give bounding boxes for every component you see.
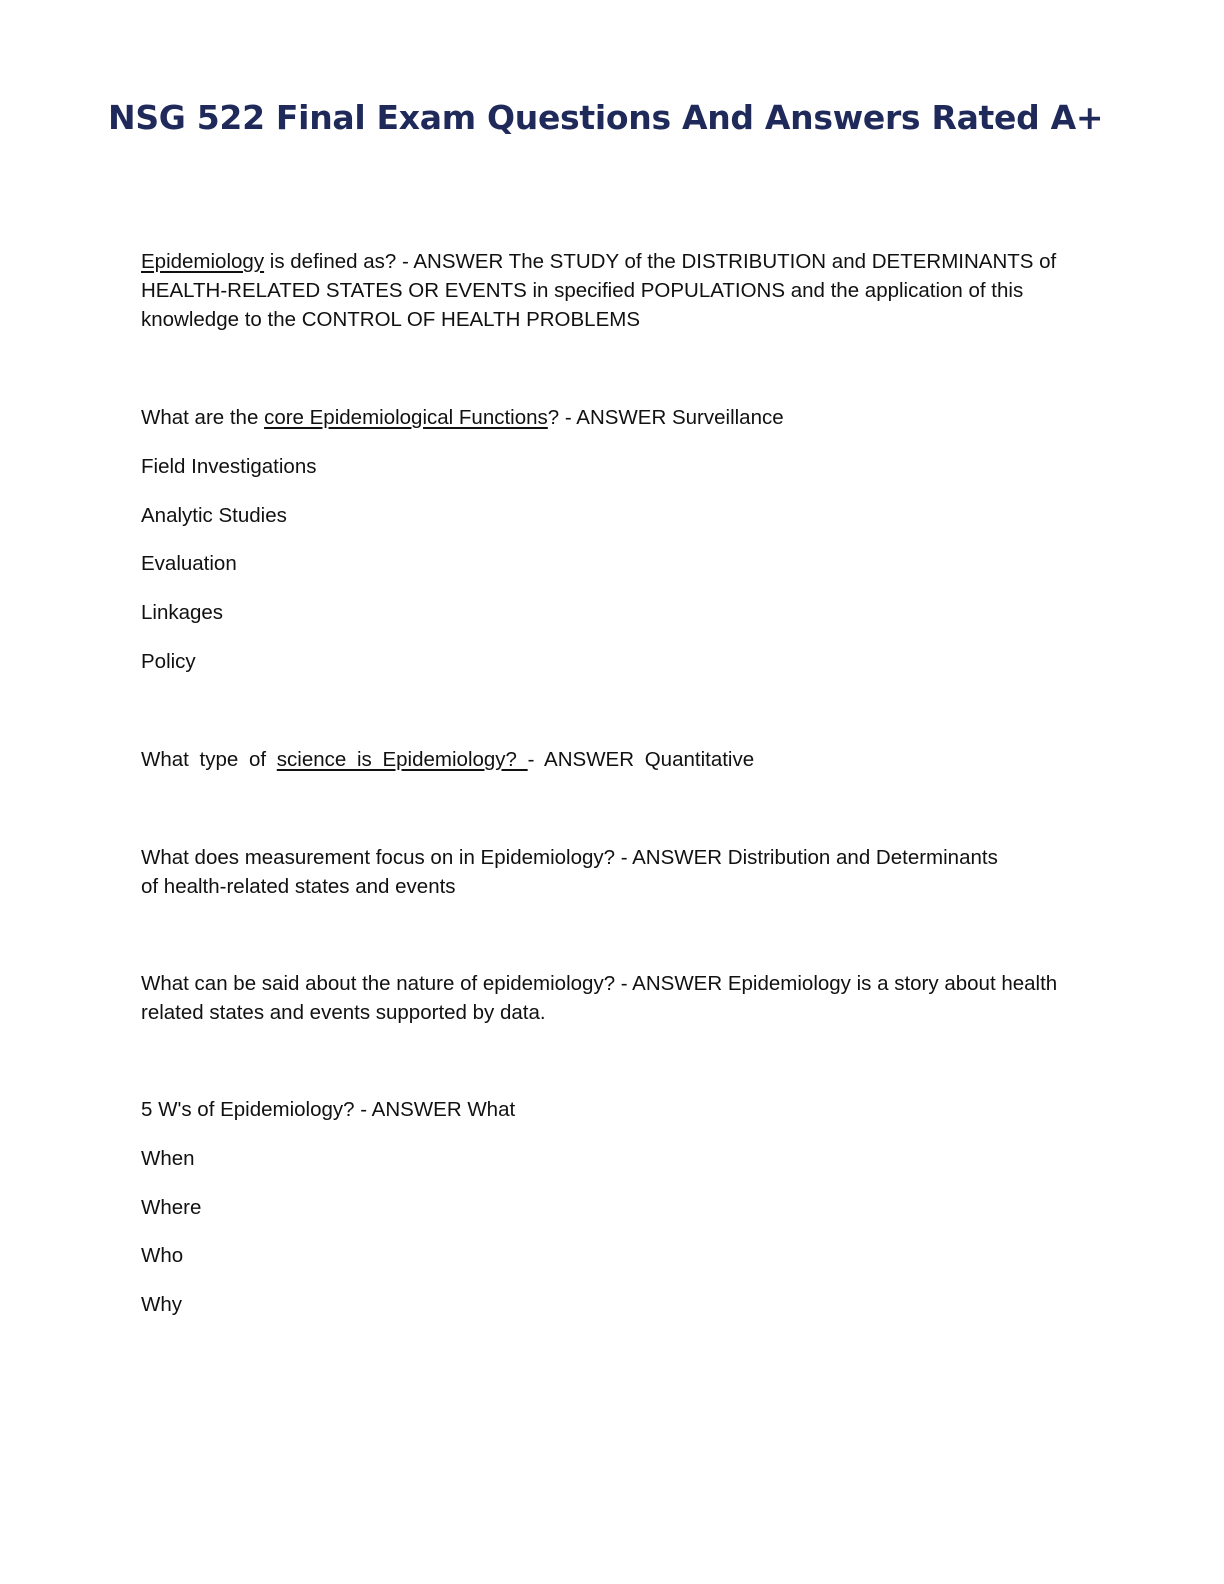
question-prefix: What type of xyxy=(141,748,277,771)
question-prefix: What are the xyxy=(141,406,265,429)
list-item: Who xyxy=(141,1244,184,1267)
question-measurement-focus: What does measurement focus on in Epidemiology? - ANSWER Distribution and Determinants of health-related states and events xyxy=(141,846,998,898)
answer-quantitative: - ANSWER Quantitative xyxy=(527,748,755,771)
list-item: Evaluation xyxy=(141,552,237,575)
question-nature-of-epidemiology: What can be said about the nature of epidemiology? - ANSWER Epidemiology is a story about health related states and events supported by data. xyxy=(141,972,1058,1024)
answer-definition: is defined as? - ANSWER The STUDY of the DISTRIBUTION and DETERMINANTS of HEALTH-RELATED STATES OR EVENTS in specified POPULATIONS and the application of this knowledge to the CONTROL OF HEALTH PROBLEMS xyxy=(141,250,1057,331)
term-science: science is Epidemiology? xyxy=(276,748,528,771)
list-item: Policy xyxy=(141,650,196,673)
question-five-ws: 5 W's of Epidemiology? - ANSWER What xyxy=(141,1098,516,1121)
answer-surveillance: ? - ANSWER Surveillance xyxy=(547,406,784,429)
document-title: NSG 522 Final Exam Questions And Answers Rated A+ xyxy=(108,98,1104,137)
term-core-functions: core Epidemiological Functions xyxy=(264,406,548,429)
list-item: Why xyxy=(141,1293,182,1316)
list-item: When xyxy=(141,1147,195,1170)
list-item: Where xyxy=(141,1196,202,1219)
list-item: Linkages xyxy=(141,601,224,624)
list-item: Field Investigations xyxy=(141,455,317,478)
list-item: Analytic Studies xyxy=(141,504,287,527)
question-science-type xyxy=(141,745,754,774)
question-core-functions xyxy=(141,403,784,432)
question-epidemiology-definition xyxy=(141,247,1101,334)
term-epidemiology: Epidemiology xyxy=(141,250,265,273)
